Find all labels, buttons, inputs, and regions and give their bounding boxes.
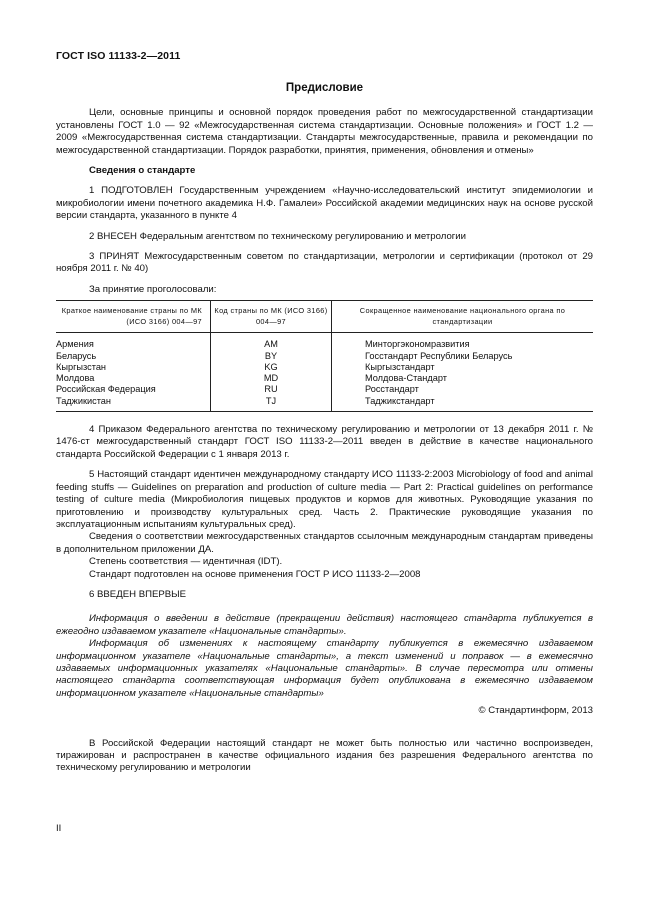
- item-5-degree: Степень соответствия — идентичная (IDT).: [89, 556, 283, 568]
- body-cell: Молдова-Стандарт: [365, 373, 447, 384]
- code-cell: AM: [211, 333, 332, 351]
- body-cell: Кыргызстандарт: [365, 361, 435, 372]
- intro-paragraph: Цели, основные принципы и основной порядок проведения работ по межгосударственной стандартизации установлены ГОСТ 1.0 — 92 «Межгосударственная система стандартизации. Основные положения» и ГОСТ 1.2 — 2009 «Межгосударственная система стандартизации. Стандарты межгосударственные, правила и рекомендации по межгосударственной стандартизации. Порядок разработки, принятия, применения, обновления и отмены»: [56, 107, 593, 156]
- item-4-order: 4 Приказом Федерального агентства по техническому регулированию и метрологии от 13 декабря 2011 г. № 1476-ст межгосударственный стандарт ГОСТ ISO 11133-2—2011 введен в действие в качестве национального стандарта Российской Федерации с 1 января 2013 г.: [56, 424, 593, 460]
- item-5-annex-note: Сведения о соответствии межгосударственных стандартов ссылочным международным стандартам приведены в дополнительном приложении ДА.: [56, 531, 593, 555]
- country-cell: Кыргызстан: [56, 362, 211, 373]
- header-country: Краткое наименование страны по МК (ИСО 3166) 004—97: [56, 301, 211, 333]
- item-6-first-introduced: 6 ВВЕДЕН ВПЕРВЫЕ: [89, 588, 187, 600]
- page-title: Предисловие: [285, 82, 364, 94]
- table-row: [56, 333, 593, 351]
- vote-label: За принятие проголосовали:: [89, 283, 217, 295]
- country-cell: Беларусь: [56, 351, 211, 362]
- code-cell: BY: [211, 351, 332, 362]
- body-cell: Таджикстандарт: [332, 396, 594, 412]
- code-cell: KG: [211, 362, 332, 373]
- voting-table: [56, 300, 593, 412]
- item-5-identical: 5 Настоящий стандарт идентичен международному стандарту ИСО 11133-2:2003 Microbiology of food and animal feeding stuffs — Guidelines on preparation and production of culture media — Part 2: Practical guidelines on performance testing of culture media (Микробиология пищевых продуктов и кормов для животных. Руководящие указания по приготовлению и производству культуральных сред. Часть 2. Практические руководящие указания по эксплуатационным испытаниям культуральных сред).: [56, 469, 593, 530]
- country-cell: Армения: [56, 333, 211, 351]
- table-row: [56, 396, 593, 412]
- body-cell: Минторгэкономразвития: [365, 339, 470, 350]
- table-row: [56, 362, 593, 373]
- item-2-introduced: 2 ВНЕСЕН Федеральным агентством по техническому регулированию и метрологии: [89, 230, 467, 242]
- table-row: [56, 351, 593, 362]
- header-country-code: Код страны по МК (ИСО 3166) 004—97: [211, 301, 332, 333]
- country-cell: Российская Федерация: [56, 384, 211, 395]
- page-number: II: [56, 823, 62, 834]
- body-cell: Госстандарт Республики Беларусь: [365, 350, 513, 361]
- code-cell: TJ: [211, 396, 332, 412]
- item-5-basis: Стандарт подготовлен на основе применения ГОСТ Р ИСО 11133-2—2008: [89, 568, 421, 580]
- table-row: [56, 384, 593, 395]
- copyright-line: © Стандартинформ, 2013: [478, 705, 593, 717]
- foreword-content: [56, 82, 593, 775]
- header-national-body: Сокращенное наименование национального органа по стандартизации: [332, 301, 594, 333]
- table-header-row: [56, 301, 593, 333]
- standard-code-header: ГОСТ ISO 11133-2—2011: [56, 50, 181, 62]
- country-cell: Молдова: [56, 373, 211, 384]
- item-3-adopted: 3 ПРИНЯТ Межгосударственным советом по стандартизации, метрологии и сертификации (протокол от 29 ноября 2011 г. № 40): [56, 251, 593, 275]
- notice-changes: Информация об изменениях к настоящему стандарту публикуется в ежемесячно издаваемом информационном указателе «Национальные стандарты», а текст изменений и поправок — в ежемесячно издаваемых информационных указателях «Национальные стандарты». В случае пересмотра или отмены настоящего стандарта соответствующая информация будет опубликована в ежемесячно издаваемом информационном указателе «Национальные стандарты»: [56, 638, 593, 699]
- reproduction-notice: В Российской Федерации настоящий стандарт не может быть полностью или частично воспроизведен, тиражирован и распространен в качестве официального издания без разрешения Федерального агентства по техническому регулированию и метрологии: [56, 737, 593, 774]
- body-cell: Росстандарт: [365, 384, 419, 395]
- notice-effective: Информация о введении в действие (прекращении действия) настоящего стандарта публикуется в ежегодно издаваемом указателе «Национальные стандарты».: [56, 613, 593, 637]
- country-cell: Таджикистан: [56, 396, 211, 412]
- info-heading: Сведения о стандарте: [89, 165, 196, 177]
- code-cell: MD: [211, 373, 332, 384]
- item-1-prepared: 1 ПОДГОТОВЛЕН Государственным учреждением «Научно-исследовательский институт эпидемиологии и микробиологии имени почетного академика Н.Ф. Гамалеи» Российской академии медицинских наук на основе русской версии стандарта, указанного в пункте 4: [56, 185, 593, 222]
- code-cell: RU: [211, 384, 332, 395]
- table-row: [56, 373, 593, 384]
